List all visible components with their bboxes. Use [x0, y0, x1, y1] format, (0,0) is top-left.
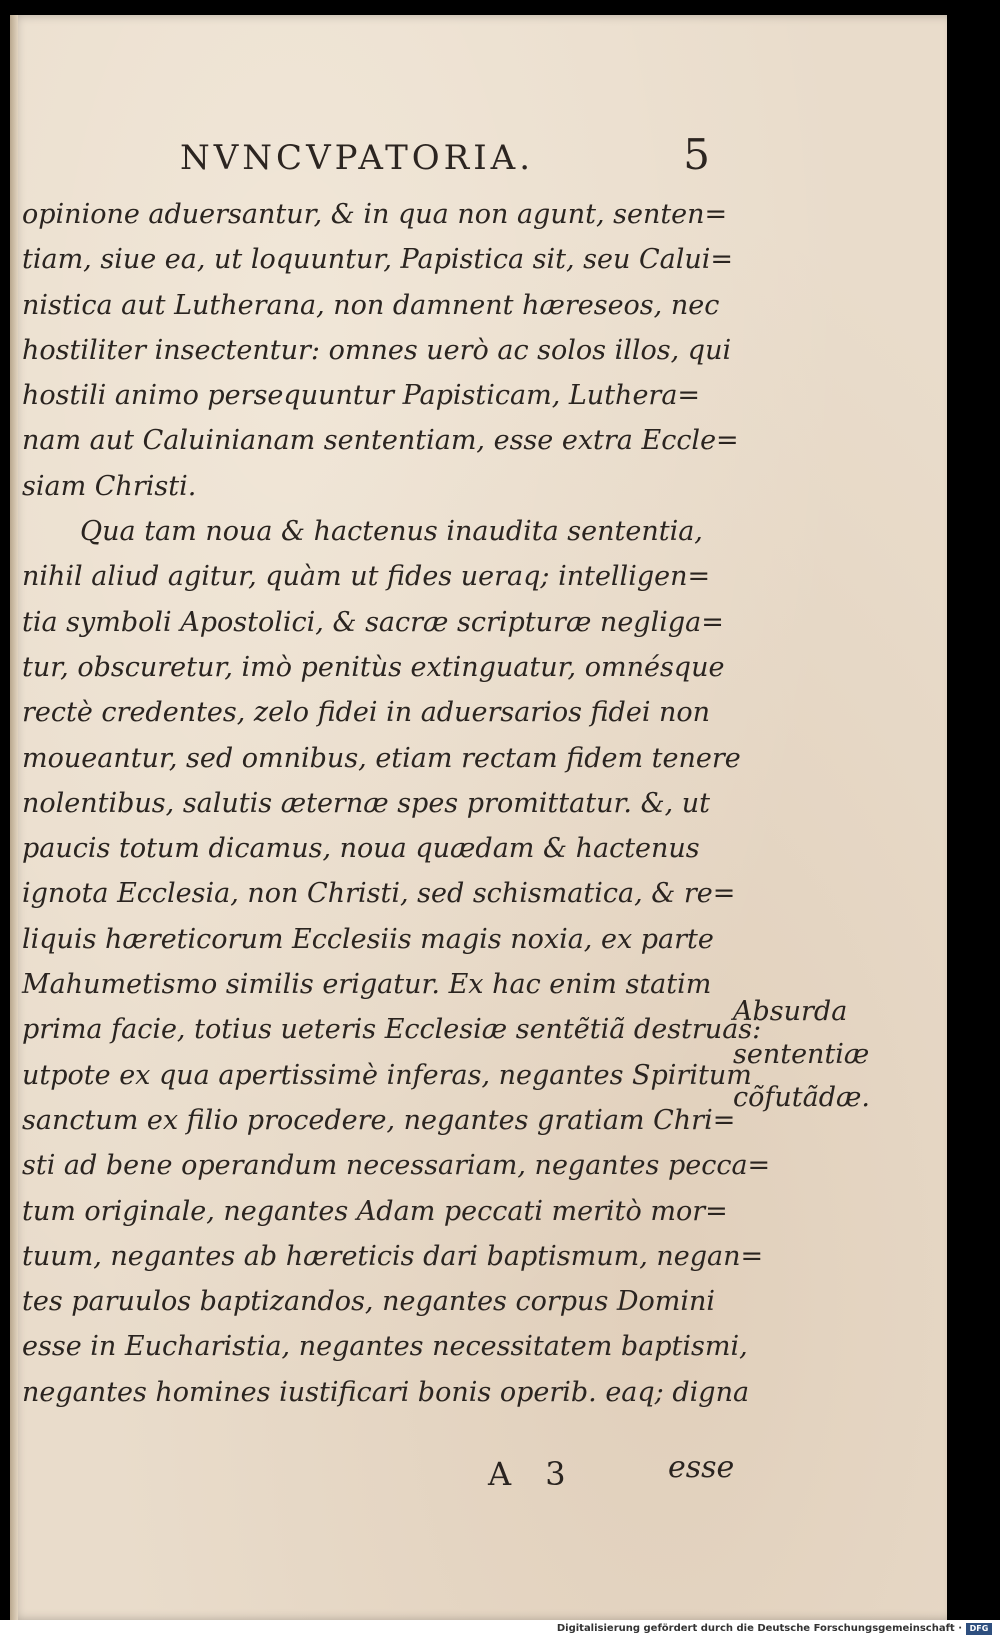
text-line: sti ad bene operandum necessariam, negantes pecca= [22, 1150, 771, 1182]
body-text [22, 192, 771, 1415]
text-line: opinione aduersantur, & in qua non agunt, senten= [22, 199, 728, 230]
text-line: Mahumetismo similis erigatur. Ex hac enim statim [22, 969, 712, 1001]
signature-mark: A 3 [488, 1455, 578, 1493]
text-line: prima facie, totius ueteris Ecclesiæ sentẽtiã destruas: [22, 1014, 762, 1046]
text-line: tur, obscuretur, imò penitùs extinguatur, omnésque [22, 651, 725, 683]
marginal-note-line: cõfutãdæ. [733, 1082, 870, 1113]
text-line: tiam, siue ea, ut loquuntur, Papistica sit, seu Calui= [22, 244, 734, 276]
text-line: ignota Ecclesia, non Christi, sed schismatica, & re= [22, 878, 736, 910]
running-head: NVNCVPATORIA. [180, 138, 535, 178]
funding-credit: Digitalisierung gefördert durch die Deutsche Forschungsgemeinschaft · [556, 1623, 962, 1634]
text-line: sanctum ex filio procedere, negantes gratiam Chri= [22, 1104, 736, 1136]
text-line: tum originale, negantes Adam peccati meritò mor= [22, 1195, 728, 1227]
text-line: rectè credentes, zelo fidei in aduersarios fidei non [22, 697, 711, 729]
marginal-note-line: sententiæ [733, 1039, 870, 1070]
catchword: esse [668, 1450, 735, 1485]
page-number: 5 [683, 130, 710, 179]
text-line: hostili animo persequuntur Papisticam, Luthera= [22, 380, 701, 412]
text-line: utpote ex qua apertissimè inferas, negantes Spiritum [22, 1059, 752, 1091]
text-line: hostiliter insectentur: omnes uerò ac solos illos, qui [22, 334, 732, 366]
text-line: negantes homines iustificari bonis operib. eaq; digna [22, 1376, 750, 1408]
text-line: nam aut Caluinianam sententiam, esse extra Eccle= [22, 425, 739, 457]
text-line: tuum, negantes ab hæreticis dari baptismum, negan= [22, 1240, 764, 1272]
text-line: tia symboli Apostolici, & sacræ scripturæ negliga= [22, 606, 724, 638]
page-header [150, 130, 710, 180]
text-line: paucis totum dicamus, noua quædam & hactenus [22, 833, 700, 865]
text-line: esse in Eucharistia, negantes necessitatem baptismi, [22, 1331, 748, 1363]
marginal-note [733, 990, 870, 1119]
paragraph-start-line: Qua tam noua & hactenus inaudita sententia, [80, 516, 703, 548]
page-binding-edge [10, 15, 18, 1620]
text-line: nistica aut Lutherana, non damnent hæreseos, nec [22, 289, 720, 321]
text-line: nolentibus, salutis æternæ spes promittatur. &, ut [22, 787, 711, 819]
marginal-note-line: Absurda [733, 996, 848, 1027]
text-line: tes paruulos baptizandos, negantes corpus Domini [22, 1286, 716, 1318]
text-line: liquis hæreticorum Ecclesiis magis noxia, ex parte [22, 923, 714, 955]
text-line: siam Christi. [22, 470, 197, 502]
text-line: nihil aliud agitur, quàm ut fides ueraq; intelligen= [22, 561, 711, 593]
dfg-logo-icon: DFG [966, 1623, 992, 1635]
text-line: moueantur, sed omnibus, etiam rectam fidem tenere [22, 742, 741, 774]
